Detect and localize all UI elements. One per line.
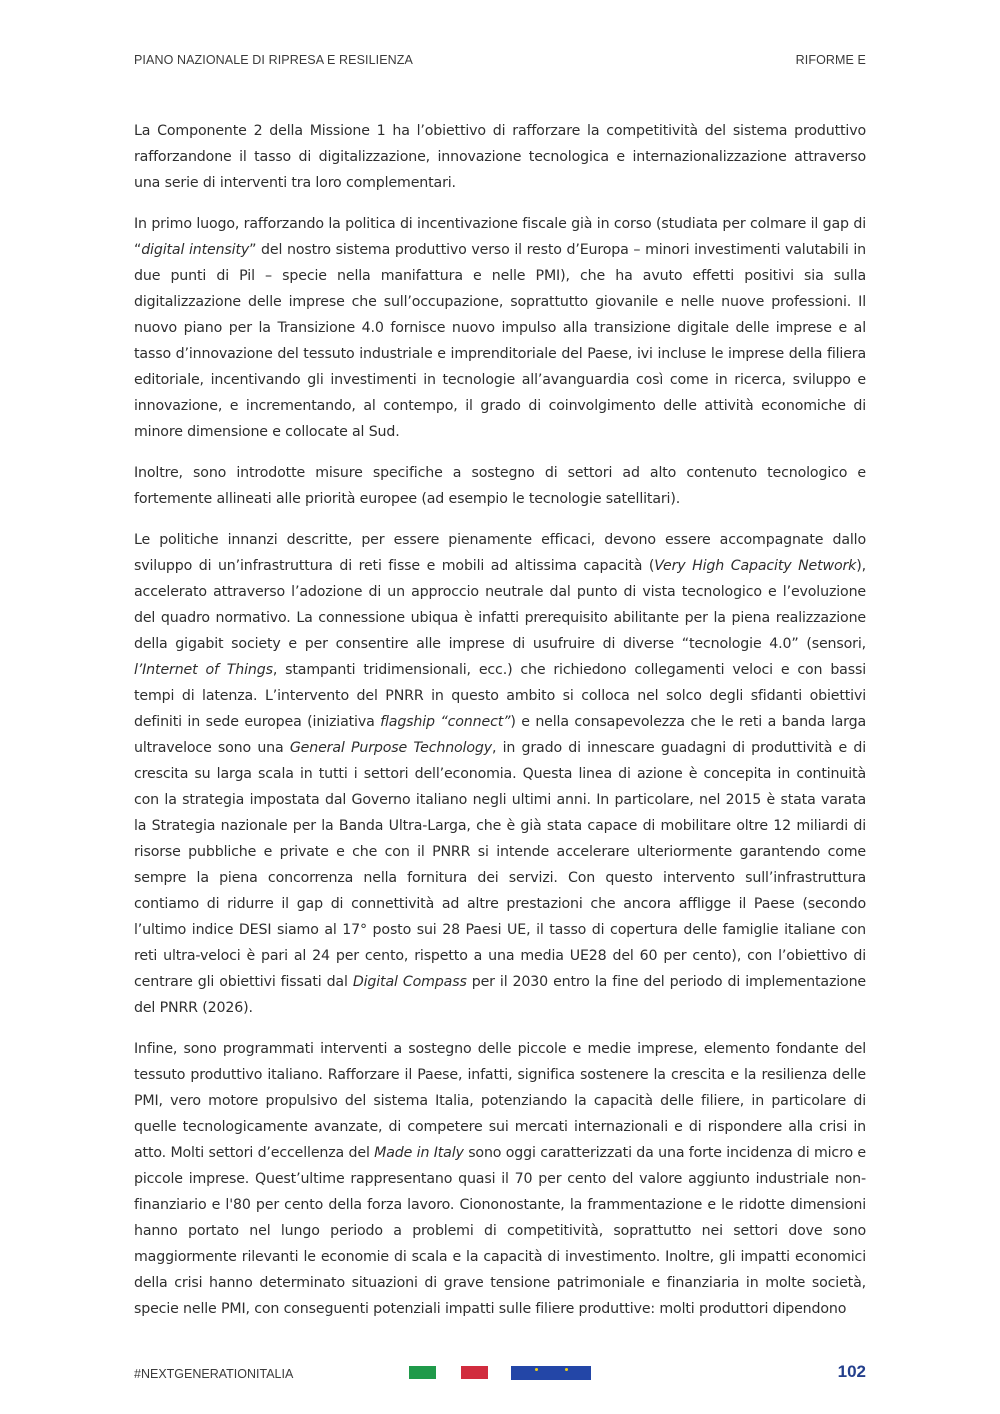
running-header-title: PIANO NAZIONALE DI RIPRESA E RESILIENZA — [134, 53, 413, 67]
text-run: ) e nella consapevolezza che le reti a banda larga ultraveloce sono una — [134, 714, 866, 756]
footer-hashtag: #NEXTGENERATIONITALIA — [134, 1367, 294, 1381]
italic-term: digital intensity — [141, 242, 250, 258]
italic-term: Digital Compass — [352, 974, 467, 990]
eu-star-icon — [535, 1368, 538, 1371]
paragraph-3: Inoltre, sono introdotte misure specifiche a sostegno di settori ad alto contenuto tecnologico e fortemente allineati alle priorità europee (ad esempio le tecnologie satellitari). — [134, 465, 866, 507]
italy-flag-green-block — [409, 1366, 436, 1379]
running-header-section: RIFORME E — [795, 53, 866, 67]
italic-term: General Purpose Technology — [289, 740, 492, 756]
text-run: Infine, sono programmati interventi a sostegno delle piccole e medie imprese, elemento fondante del tessuto produttivo italiano. Rafforzare il Paese, infatti, significa sostenere la crescita e la resilienza delle PMI, vero motore propulsivo del sistema Italia, potenziando la capacità delle filiere, in particolare di quelle tecnologicamente avanzate, di competere sui mercati internazionali e di rispondere alla crisi in atto. Molti settori d’eccellenza del — [134, 1041, 866, 1161]
italic-term: Very High Capacity Network — [654, 558, 857, 574]
text-run: , stampanti tridimensionali, ecc.) che richiedono collegamenti veloci e con bassi tempi di latenza. L’intervento del PNRR in questo ambito si colloca nel solco degli sfidanti obiettivi definiti in sede europea (iniziativa — [134, 662, 866, 730]
text-run: sono oggi caratterizzati da una forte incidenza di micro e piccole imprese. Quest’ultime rappresentano quasi il 70 per cento del valore aggiunto industriale non-finanziario e l'80 per cento della forza lavoro. Ciononostante, la frammentazione e le ridotte dimensioni hanno portato nel lungo periodo a problemi di competitività, soprattutto nei settori dove sono maggiormente rilevanti le economie di scala e la capacità di investimento. Inoltre, gli impatti economici della crisi hanno determinato situazioni di grave tensione patrimoniale e finanziaria in molte società, specie nelle PMI, con conseguenti potenziali impatti sulle filiere produttive: molti produttori dipendono — [134, 1145, 866, 1317]
italic-term: l’Internet of Things — [134, 662, 273, 678]
text-run: ” del nostro sistema produttivo verso il resto d’Europa – minori investimenti valutabili in due punti di Pil – specie nella manifattura e nelle PMI), che ha avuto effetti positivi sia sulla digitalizzazione delle imprese che sull’occupazione, soprattutto giovanile e nelle nuove professioni. Il nuovo piano per la Transizione 4.0 fornisce nuovo impulso alla transizione digitale delle imprese e al tasso d’innovazione del tessuto industriale e imprenditoriale del Paese, ivi incluse le imprese della filiera editoriale, incentivando gli investimenti in tecnologie all’avanguardia così come in ricerca, sviluppo e innovazione, e incrementando, al contempo, il grado di coinvolgimento delle attività economiche di minore dimensione e collocate al Sud. — [134, 242, 866, 440]
body-text — [134, 118, 866, 1337]
text-run: In primo luogo, rafforzando la politica di incentivazione fiscale già in corso (studiata per colmare il gap di “ — [134, 216, 866, 258]
paragraph-2 — [134, 211, 866, 445]
paragraph-5 — [134, 1036, 866, 1322]
flag-strip — [409, 1366, 591, 1380]
italic-term: flagship “connect” — [380, 714, 511, 730]
italic-term: Made in Italy — [374, 1145, 464, 1161]
eu-star-icon — [565, 1368, 568, 1371]
text-run: , in grado di innescare guadagni di produttività e di crescita su larga scala in tutti i settori dell’economia. Questa linea di azione è concepita in continuità con la strategia impostata dal Governo italiano negli ultimi anni. In particolare, nel 2015 è stata varata la Strategia nazionale per la Banda Ultra-Larga, che è già stata capace di mobilitare oltre 12 miliardi di risorse pubbliche e private e che con il PNRR si intende accelerare ulteriormente garantendo come sempre la piena concorrenza nella fornitura dei servizi. Con questo intervento sull’infrastruttura contiamo di ridurre il gap di connettività ad altre prestazioni che ancora affligge il Paese (secondo l’ultimo indice DESI siamo al 17° posto sui 28 Paesi UE, il tasso di copertura delle famiglie italiane con reti ultra-veloci è pari al 24 per cento, rispetto a una media UE28 del 60 per cento), con l’obiettivo di centrare gli obiettivi fissati dal — [134, 740, 867, 990]
paragraph-1: La Componente 2 della Missione 1 ha l’obiettivo di rafforzare la competitività del sistema produttivo rafforzandone il tasso di digitalizzazione, innovazione tecnologica e internazionalizzazione attraverso una serie di interventi tra loro complementari. — [134, 123, 866, 191]
italy-flag-red-block — [461, 1366, 488, 1379]
paragraph-4 — [134, 527, 866, 1021]
eu-flag-icon — [511, 1366, 591, 1380]
text-run: per il 2030 entro la fine del periodo di implementazione del PNRR (2026). — [134, 974, 866, 1016]
page-number: 102 — [837, 1362, 866, 1381]
text-run: ), accelerato attraverso l’adozione di un approccio neutrale dal punto di vista tecnologico e l’evoluzione del quadro normativo. La connessione ubiqua è infatti prerequisito abilitante per la piena realizzazione della gigabit society e per consentire alle imprese di usufruire di diverse “tecnologie 4.0” (sensori, — [134, 558, 867, 652]
text-run: Le politiche innanzi descritte, per essere pienamente efficaci, devono essere accompagnate dallo sviluppo di un’infrastruttura di reti fisse e mobili ad altissima capacità ( — [134, 532, 866, 574]
